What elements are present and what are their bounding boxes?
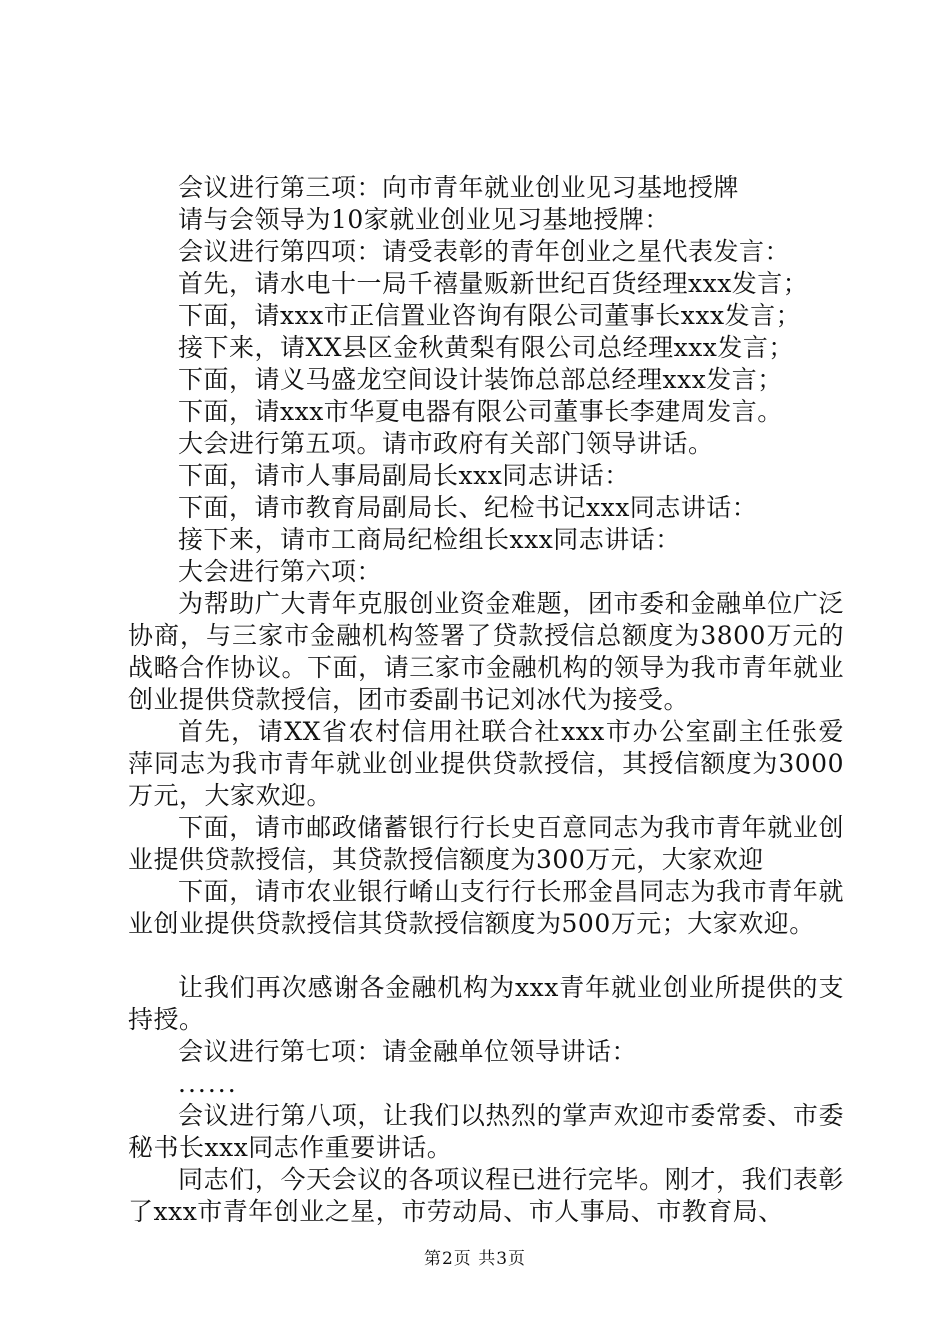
- paragraph-1: 会议进行第三项：向市青年就业创业见习基地授牌: [178, 173, 740, 202]
- page-footer: 第2页 共3页: [423, 1249, 527, 1269]
- paragraph-20: ......: [178, 1069, 238, 1098]
- paragraph-9: 大会进行第五项。请市政府有关部门领导讲话。: [178, 429, 714, 458]
- document-body: [128, 172, 844, 1228]
- paragraph-11: 下面，请市教育局副局长、纪检书记xxx同志讲话：: [178, 493, 758, 522]
- paragraph-14: 为帮助广大青年克服创业资金难题，团市委和金融单位广泛协商，与三家市金融机构签署了贷款授信总额度为3800万元的战略合作协议。下面，请三家市金融机构的领导为我市青年就业创业提供贷款授信，团市委副书记刘冰代为接受。: [128, 589, 844, 714]
- paragraph-22: 同志们，今天会议的各项议程已进行完毕。刚才，我们表彰了xxx市青年创业之星，市劳动局、市人事局、市教育局、: [128, 1165, 844, 1226]
- paragraph-8: 下面，请xxx市华夏电器有限公司董事长李建周发言。: [178, 397, 783, 426]
- paragraph-6: 接下来，请XX县区金秋黄梨有限公司总经理xxx发言；: [178, 333, 794, 362]
- paragraph-10: 下面，请市人事局副局长xxx同志讲话：: [178, 461, 630, 490]
- paragraph-4: 首先，请水电十一局千禧量贩新世纪百货经理xxx发言；: [178, 269, 809, 298]
- paragraph-5: 下面，请xxx市正信置业咨询有限公司董事长xxx发言；: [178, 301, 802, 330]
- paragraph-21: 会议进行第八项，让我们以热烈的掌声欢迎市委常委、市委秘书长xxx同志作重要讲话。: [128, 1101, 844, 1162]
- paragraph-12: 接下来，请市工商局纪检组长xxx同志讲话：: [178, 525, 681, 554]
- paragraph-16: 下面，请市邮政储蓄银行行长史百意同志为我市青年就业创业提供贷款授信，其贷款授信额度为300万元，大家欢迎: [128, 813, 844, 874]
- paragraph-18: 让我们再次感谢各金融机构为xxx青年就业创业所提供的支持授。: [128, 973, 844, 1034]
- paragraph-2: 请与会领导为10家就业创业见习基地授牌：: [178, 205, 670, 234]
- paragraph-15: 首先，请XX省农村信用社联合社xxx市办公室副主任张爱萍同志为我市青年就业创业提供贷款授信，其授信额度为3000万元，大家欢迎。: [128, 717, 844, 810]
- paragraph-7: 下面，请义马盛龙空间设计装饰总部总经理xxx发言；: [178, 365, 783, 394]
- paragraph-19: 会议进行第七项：请金融单位领导讲话：: [178, 1037, 638, 1066]
- paragraph-17: 下面，请市农业银行崤山支行行长邢金昌同志为我市青年就业创业提供贷款授信其贷款授信额度为500万元；大家欢迎。: [128, 877, 844, 938]
- paragraph-3: 会议进行第四项：请受表彰的青年创业之星代表发言：: [178, 237, 791, 266]
- paragraph-13: 大会进行第六项：: [178, 557, 383, 586]
